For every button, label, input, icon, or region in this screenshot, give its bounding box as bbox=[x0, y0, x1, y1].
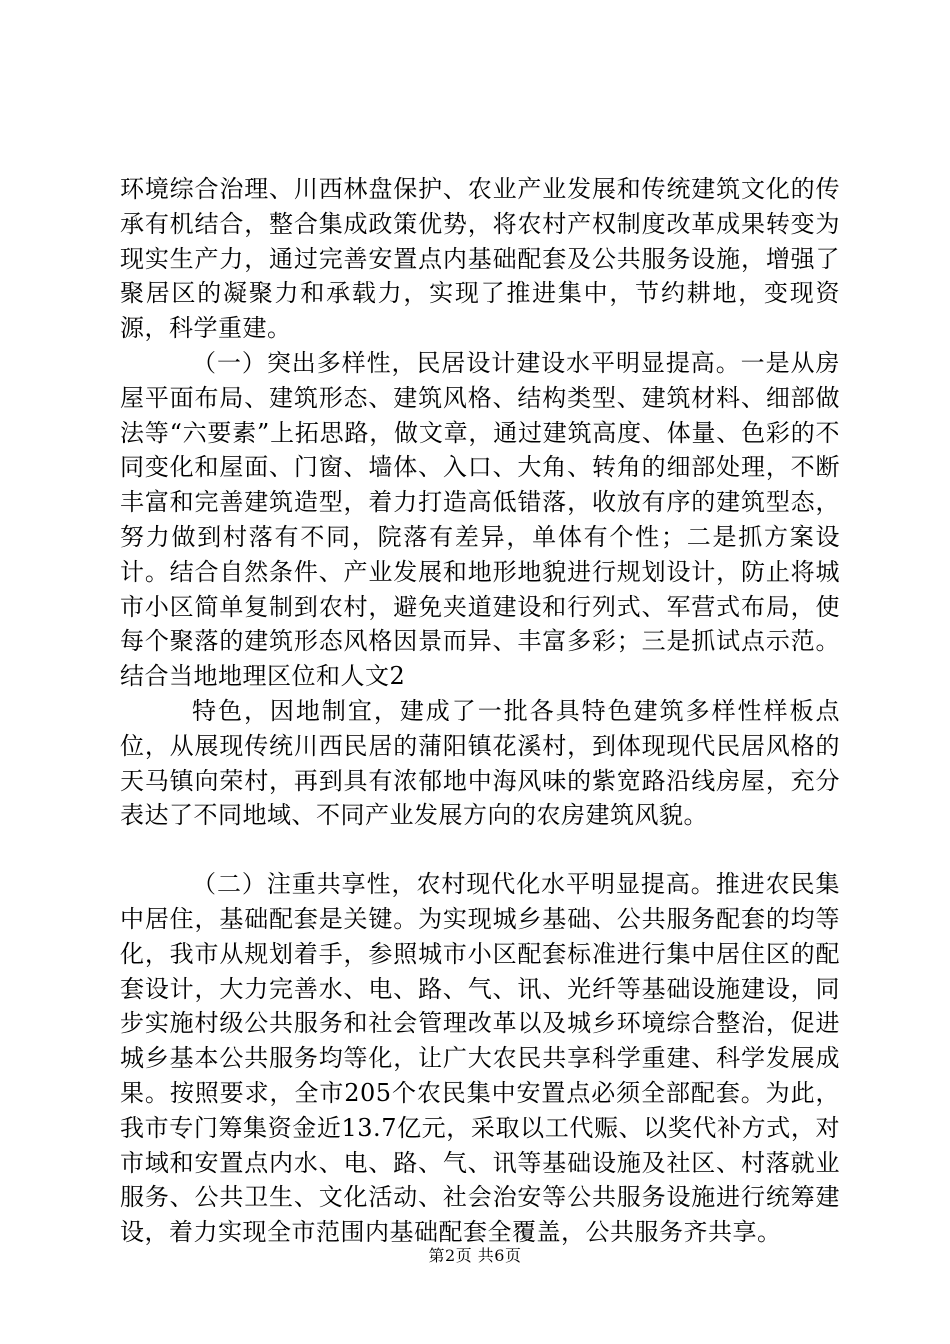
paragraph-intro-continuation: 环境综合治理、川西林盘保护、农业产业发展和传统建筑文化的传承有机结合，整合集成政策优势，将农村产权制度改革成果转变为现实生产力，通过完善安置点内基础配套及公共服务设施，增强了聚居区的凝聚力和承载力，实现了推进集中，节约耕地，变现资源，科学重建。 bbox=[120, 175, 840, 343]
paragraph-section-one-continuation: 特色，因地制宜，建成了一批各具特色建筑多样性样板点位，从展现传统川西民居的蒲阳镇花溪村，到体现现代民居风格的天马镇向荣村，再到具有浓郁地中海风味的紫宽路沿线房屋，充分表达了不同地域、不同产业发展方向的农房建筑风貌。 bbox=[120, 696, 840, 830]
document-body bbox=[120, 172, 840, 1250]
paragraph-section-one: （一）突出多样性，民居设计建设水平明显提高。一是从房屋平面布局、建筑形态、建筑风格、结构类型、建筑材料、细部做法等“六要素”上拓思路，做文章，通过建筑高度、体量、色彩的不同变化和屋面、门窗、墙体、入口、大角、转角的细部处理，不断丰富和完善建筑造型，着力打造高低错落，收放有序的建筑型态，努力做到村落有不同，院落有差异，单体有个性；二是抓方案设计。结合自然条件、产业发展和地形地貌进行规划设计，防止将城市小区简单复制到农村，避免夹道建设和行列式、军营式布局，使每个聚落的建筑形态风格因景而异、丰富多彩；三是抓试点示范。结合当地地理区位和人文2 bbox=[120, 348, 840, 691]
paragraph-section-two: （二）注重共享性，农村现代化水平明显提高。推进农民集中居住，基础配套是关键。为实现城乡基础、公共服务配套的均等化，我市从规划着手，参照城市小区配套标准进行集中居住区的配套设计，大力完善水、电、路、气、讯、光纤等基础设施建设，同步实施村级公共服务和社会管理改革以及城乡环境综合整治，促进城乡基本公共服务均等化，让广大农民共享科学重建、科学发展成果。按照要求，全市205个农民集中安置点必须全部配套。为此，我市专门筹集资金近13.7亿元，采取以工代赈、以奖代补方式，对市域和安置点内水、电、路、气、讯等基础设施及社区、村落就业服务、公共卫生、文化活动、社会治安等公共服务设施进行统筹建设，着力实现全市范围内基础配套全覆盖，公共服务齐共享。 bbox=[120, 870, 840, 1247]
page-footer: 第2页 共6页 bbox=[428, 1246, 522, 1265]
